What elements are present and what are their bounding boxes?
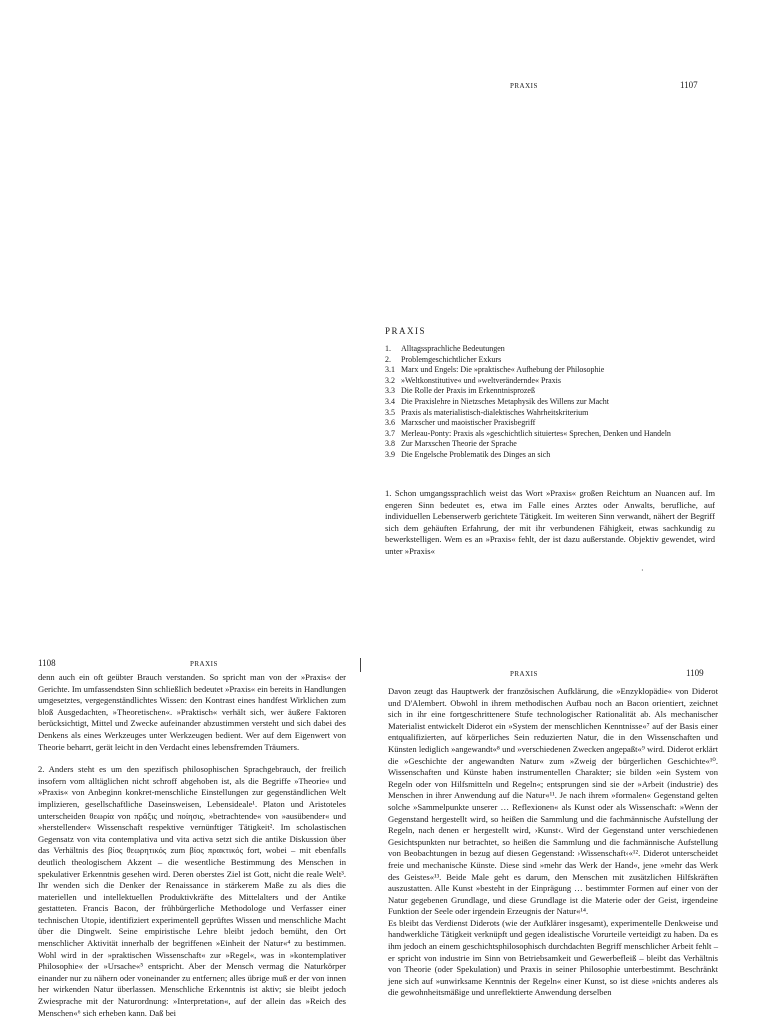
toc-item: 1. Alltagssprachliche Bedeutungen xyxy=(385,344,505,353)
toc-item: 3.9 Die Engelsche Problematik des Dinges an sich xyxy=(385,449,551,459)
running-header: PRAXIS xyxy=(510,82,538,90)
section-title: PRAXIS xyxy=(385,326,427,336)
left-page-body xyxy=(38,672,346,1019)
toc-item: 3.6 Marxscher und maoistischer Praxisbegriff xyxy=(385,418,536,428)
toc-item: 2. Problemgeschichtlicher Exkurs xyxy=(385,354,502,364)
toc-item: 3.3 Die Rolle der Praxis im Erkenntnisprozeß xyxy=(385,386,535,396)
toc-item: 3.2 »Weltkonstitutive« und »weltverändernde« Praxis xyxy=(385,375,561,385)
body-paragraph: Davon zeugt das Hauptwerk der französischen Aufklärung, die »Enzyklopädie« von Diderot und D'Alembert. Obwohl in ihrem methodischen Aufbau noch an Bacon orientiert, zeichnet sich in ihr eine fortgeschrittenere Stufe technologischer Rationalität ab. Als mechanischer Materialist entwickelt Diderot ein »System der menschlichen Kenntnisse«⁷ auf der Basis einer entqualifizierten, auf körperliches Sein reduzierten Natur, die in den Wissenschaften und Künsten lediglich »angewandt«⁸ und »verschiedenen Zwecken angepaßt«⁹ wird. Diderot erklärt die »Geschichte der angewandten Natur« zum »Zweig der bürgerlichen Geschichte«¹⁰. Wissenschaften und Künste haben instrumentellen Charakter; sie bilden »ein System von Regeln oder von Hilfsmitteln und Regeln«; entsprungen sind sie der »Arbeit (industrie) des Menschen in ihrer Anwendung auf die Natur«¹¹. Je nach ihrem »formalen« Gegenstand gelten solche »Sammelpunkte unserer … Reflexionen« als Kunst oder als Wissenschaft: »Wenn der Gegenstand hergestellt wird, so heißen die Sammlung und die fachmännische Aufstellung der Regeln, nach denen er hergestellt wird, ›Kunst‹. Wird der Gegenstand unter verschiedenen Gesichtspunkten nur betrachtet, so heißen die Sammlung und die fachmännische Aufstellung von Beobachtungen in bezug auf diesen Gegenstand: ›Wissenschaft‹«¹². Diderot unterscheidet freie und mechanische Künste. Diese sind »mehr das Werk der Hand«, jene »mehr das Werk des Geistes«¹³. Beide Male geht es darum, den Menschen mit zusätzlichen Hilfskräften auszustatten. Alle Kunst »besteht in der Einprägung … bestimmter Formen auf einer von der Natur gegebenen Grundlage, und diese Grundlage ist die Materie oder der Geist, irgendeine Funktion der Seele oder irgendein Erzeugnis der Natur«¹⁴. xyxy=(388,686,718,917)
gutter-divider xyxy=(360,658,361,672)
page-number: 1108 xyxy=(38,658,56,668)
intro-paragraph: 1. Schon umgangssprachlich weist das Wort »Praxis« großen Reichtum an Nuancen auf. Im engeren Sinn bedeutet es, etwa im Falle eines Arztes oder Anwalts, berufliche, auf individuellen Lebenserwerb gerichtete Tätigkeit. Im weiteren Sinn verwandt, nähert der Begriff sich dem gehäuften Erfahrung, der mit ihr verbundenen Fähigkeit, etwas sachkundig zu bewerkstelligen. Wem es an »Praxis« fehlt, der ist dazu außerstande. Objektiv gewendet, wird unter »Praxis« xyxy=(385,488,715,556)
toc-item: 3.7 Merleau-Ponty: Praxis als »geschichtlich situiertes« Sprechen, Denken und Handeln xyxy=(385,428,671,438)
stray-mark: · xyxy=(641,566,644,575)
body-paragraph: Es bleibt das Verdienst Diderots (wie der Aufklärer insgesamt), experimentelle Denkweise und handwerkliche Tätigkeit verknüpft und gegen idealistische Vorurteile verteidigt zu haben. Da es ihm jedoch an einem geschichtsphilosophisch durchdachten Begriff menschlicher Arbeit fehlt – er spricht von industrie im Sinn von Betriebsamkeit und Gewerbefleiß – bleibt das Verhältnis von Theorie (oder Spekulation) und Praxis in seiner Philosophie unterbestimmt. Beschränkt jene sich auf »unwirksame Kenntnis der Regeln« einer Kunst, so ist diese »nichts anderes als die gewohnheitsmäßige und unreflektierte Anwendung derselben xyxy=(388,917,718,998)
toc-item: 3.4 Die Praxislehre in Nietzsches Metaphysik des Willens zur Macht xyxy=(385,396,609,406)
running-header: PRAXIS xyxy=(190,660,218,668)
body-paragraph: denn auch ein oft geübter Brauch verstanden. So spricht man von der »Praxis« der Gerichte. Im umfassendsten Sinn schließlich bedeutet »Praxis« ein bereits in Handlungen umgesetztes, vergegenständlichtes Wissen: den Kontrast eines handfest Wirklichen zum bloß Ausgedachten, »Theoretischen«. »Praktisch« verhält sich, wer äußere Faktoren berücksichtigt, Mittel und Zwecke aufeinander abzustimmen versteht und sich dabei des Denkens als eines Werkzeuges unter Werkzeugen bedient. Wer auf dem Eigenwert von Theorie beharrt, gerät leicht in den Verdacht eines lebensfremden Träumers. xyxy=(38,672,346,752)
table-of-contents xyxy=(385,344,715,461)
page-number: 1109 xyxy=(686,668,704,678)
toc-item: 3.1 Marx und Engels: Die »praktische« Aufhebung der Philosophie xyxy=(385,365,605,375)
right-page-body xyxy=(388,686,718,999)
page-number: 1107 xyxy=(680,80,698,90)
toc-item: 3.8 Zur Marxschen Theorie der Sprache xyxy=(385,439,517,449)
body-paragraph: 2. Anders steht es um den spezifisch philosophischen Sprachgebrauch, der freilich insofern vom alltäglichen nicht schroff abgehoben ist, als die Begriffe »Theorie« und »Praxis« von Anbeginn konkret-menschliche Einstellungen zur gegenständlichen Welt implizieren, gesellschaftliche Daseinsweisen, Lebensideale¹. Platon und Aristoteles unterscheiden θεωρία von πρᾶξις und ποίησις, »betrachtende« von »ausübender« und »herstellender« Wissenschaft respektive vernünftiger Tätigkeit². Im scholastischen Gegensatz von vita contemplativa und vita activa setzt sich die antike Diskussion über das Verhältnis des βίος θεωρητικός zum βίος πρακτικός fort, wobei – mit ebenfalls deutlich theologischem Akzent – die wesentliche Bestimmung des Menschen in spekulativer Erkenntnis gesehen wird. Deren oberstes Ziel ist Gott, nicht die reale Welt³. Ihr wenden sich die Denker der Renaissance in stärkerem Maße zu als dies die materiellen und intellektuellen Produktivkräfte des Mittelalters und der Antike gestatteten. Francis Bacon, der frühbürgerliche Methodologe und Verfasser einer technischen Utopie, identifiziert experimentell geprüftes Wissen und menschliche Macht über die Dingwelt. Seine empiristische Lehre bleibt jedoch bemüht, den Ort menschlicher Aktivität innerhalb der begriffenen »Einheit der Natur«⁴ zu bestimmen. Wohl wird in der »praktischen Wissenschaft« zur »Regel«, was in »kontemplativer Philosophie« der »Ursache«⁵ entspricht. Aber der Mensch vermag die Naturkörper einander nur zu nähern oder voneinander zu entfernen; alles übrige muß er der von innen her wirkenden Natur überlassen. Menschliche Erkenntnis ist aktiv; sie bleibt jedoch Zwiesprache mit der Naturordnung: »Interpretation«, auf der allein das »Reich des Menschen«⁶ sich erheben kann. Daß bei xyxy=(38,764,346,1018)
running-header: PRAXIS xyxy=(510,670,538,678)
toc-item: 3.5 Praxis als materialistisch-dialektisches Wahrheitskriterium xyxy=(385,407,589,417)
